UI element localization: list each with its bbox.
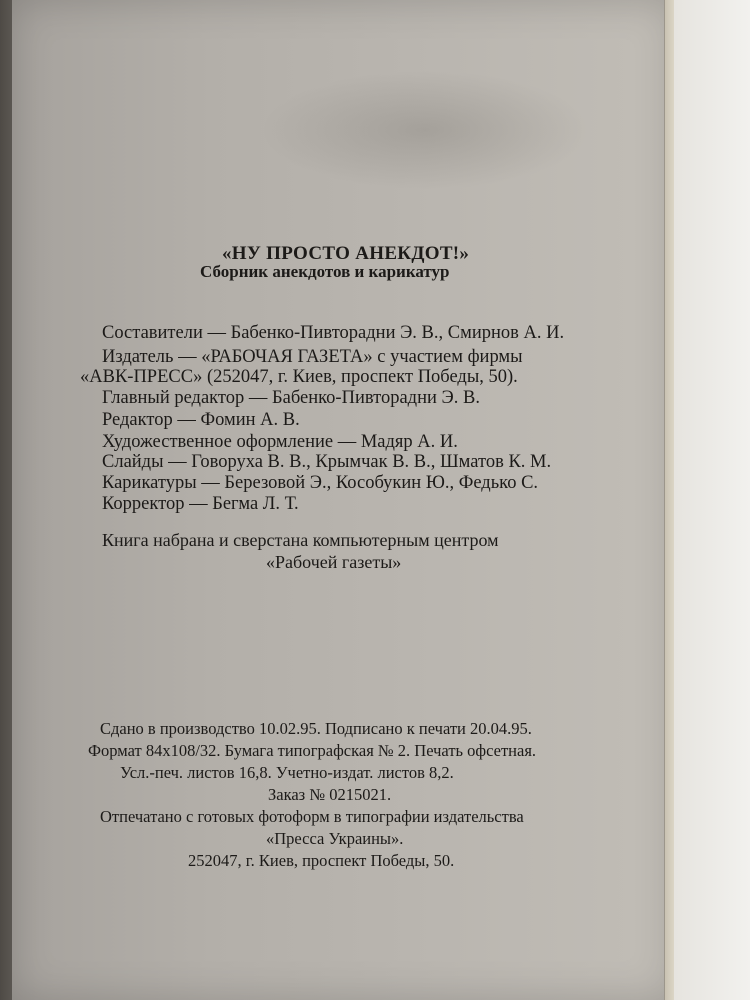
imprint-line: Отпечатано с готовых фотоформ в типографии издательства bbox=[100, 807, 524, 826]
typeset-note: Книга набрана и сверстана компьютерным центром bbox=[102, 530, 499, 550]
imprint-line: «Пресса Украины». bbox=[266, 829, 404, 848]
background-right bbox=[674, 0, 750, 1000]
book-subtitle: Сборник анекдотов и карикатур bbox=[200, 262, 450, 281]
credit-line: «АВК-ПРЕСС» (252047, г. Киев, проспект Победы, 50). bbox=[80, 367, 518, 387]
imprint-line: Заказ № 0215021. bbox=[268, 785, 392, 804]
show-through-text bbox=[260, 70, 590, 190]
imprint-line: Усл.-печ. листов 16,8. Учетно-издат. листов 8,2. bbox=[120, 763, 454, 782]
credit-line: Главный редактор — Бабенко-Пивторадни Э. В. bbox=[102, 388, 480, 408]
imprint-line: Сдано в производство 10.02.95. Подписано к печати 20.04.95. bbox=[100, 719, 532, 738]
imprint-line: 252047, г. Киев, проспект Победы, 50. bbox=[188, 851, 455, 870]
imprint-line: Формат 84х108/32. Бумага типографская № 2. Печать офсетная. bbox=[88, 741, 537, 760]
typeset-note: «Рабочей газеты» bbox=[266, 552, 402, 572]
credit-line: Составители — Бабенко-Пивторадни Э. В., Смирнов А. И. bbox=[102, 323, 565, 343]
credit-line: Карикатуры — Березовой Э., Кособукин Ю., Федько С. bbox=[102, 473, 539, 493]
credit-line: Художественное оформление — Мадяр А. И. bbox=[102, 432, 458, 452]
credit-line: Корректор — Бегма Л. Т. bbox=[102, 494, 299, 514]
credit-line: Редактор — Фомин А. В. bbox=[102, 410, 300, 430]
credit-line: Слайды — Говоруха В. В., Крымчак В. В., Шматов К. М. bbox=[102, 452, 552, 472]
book-title: «НУ ПРОСТО АНЕКДОТ!» bbox=[222, 243, 470, 264]
credit-line: Издатель — «РАБОЧАЯ ГАЗЕТА» с участием фирмы bbox=[102, 347, 523, 367]
